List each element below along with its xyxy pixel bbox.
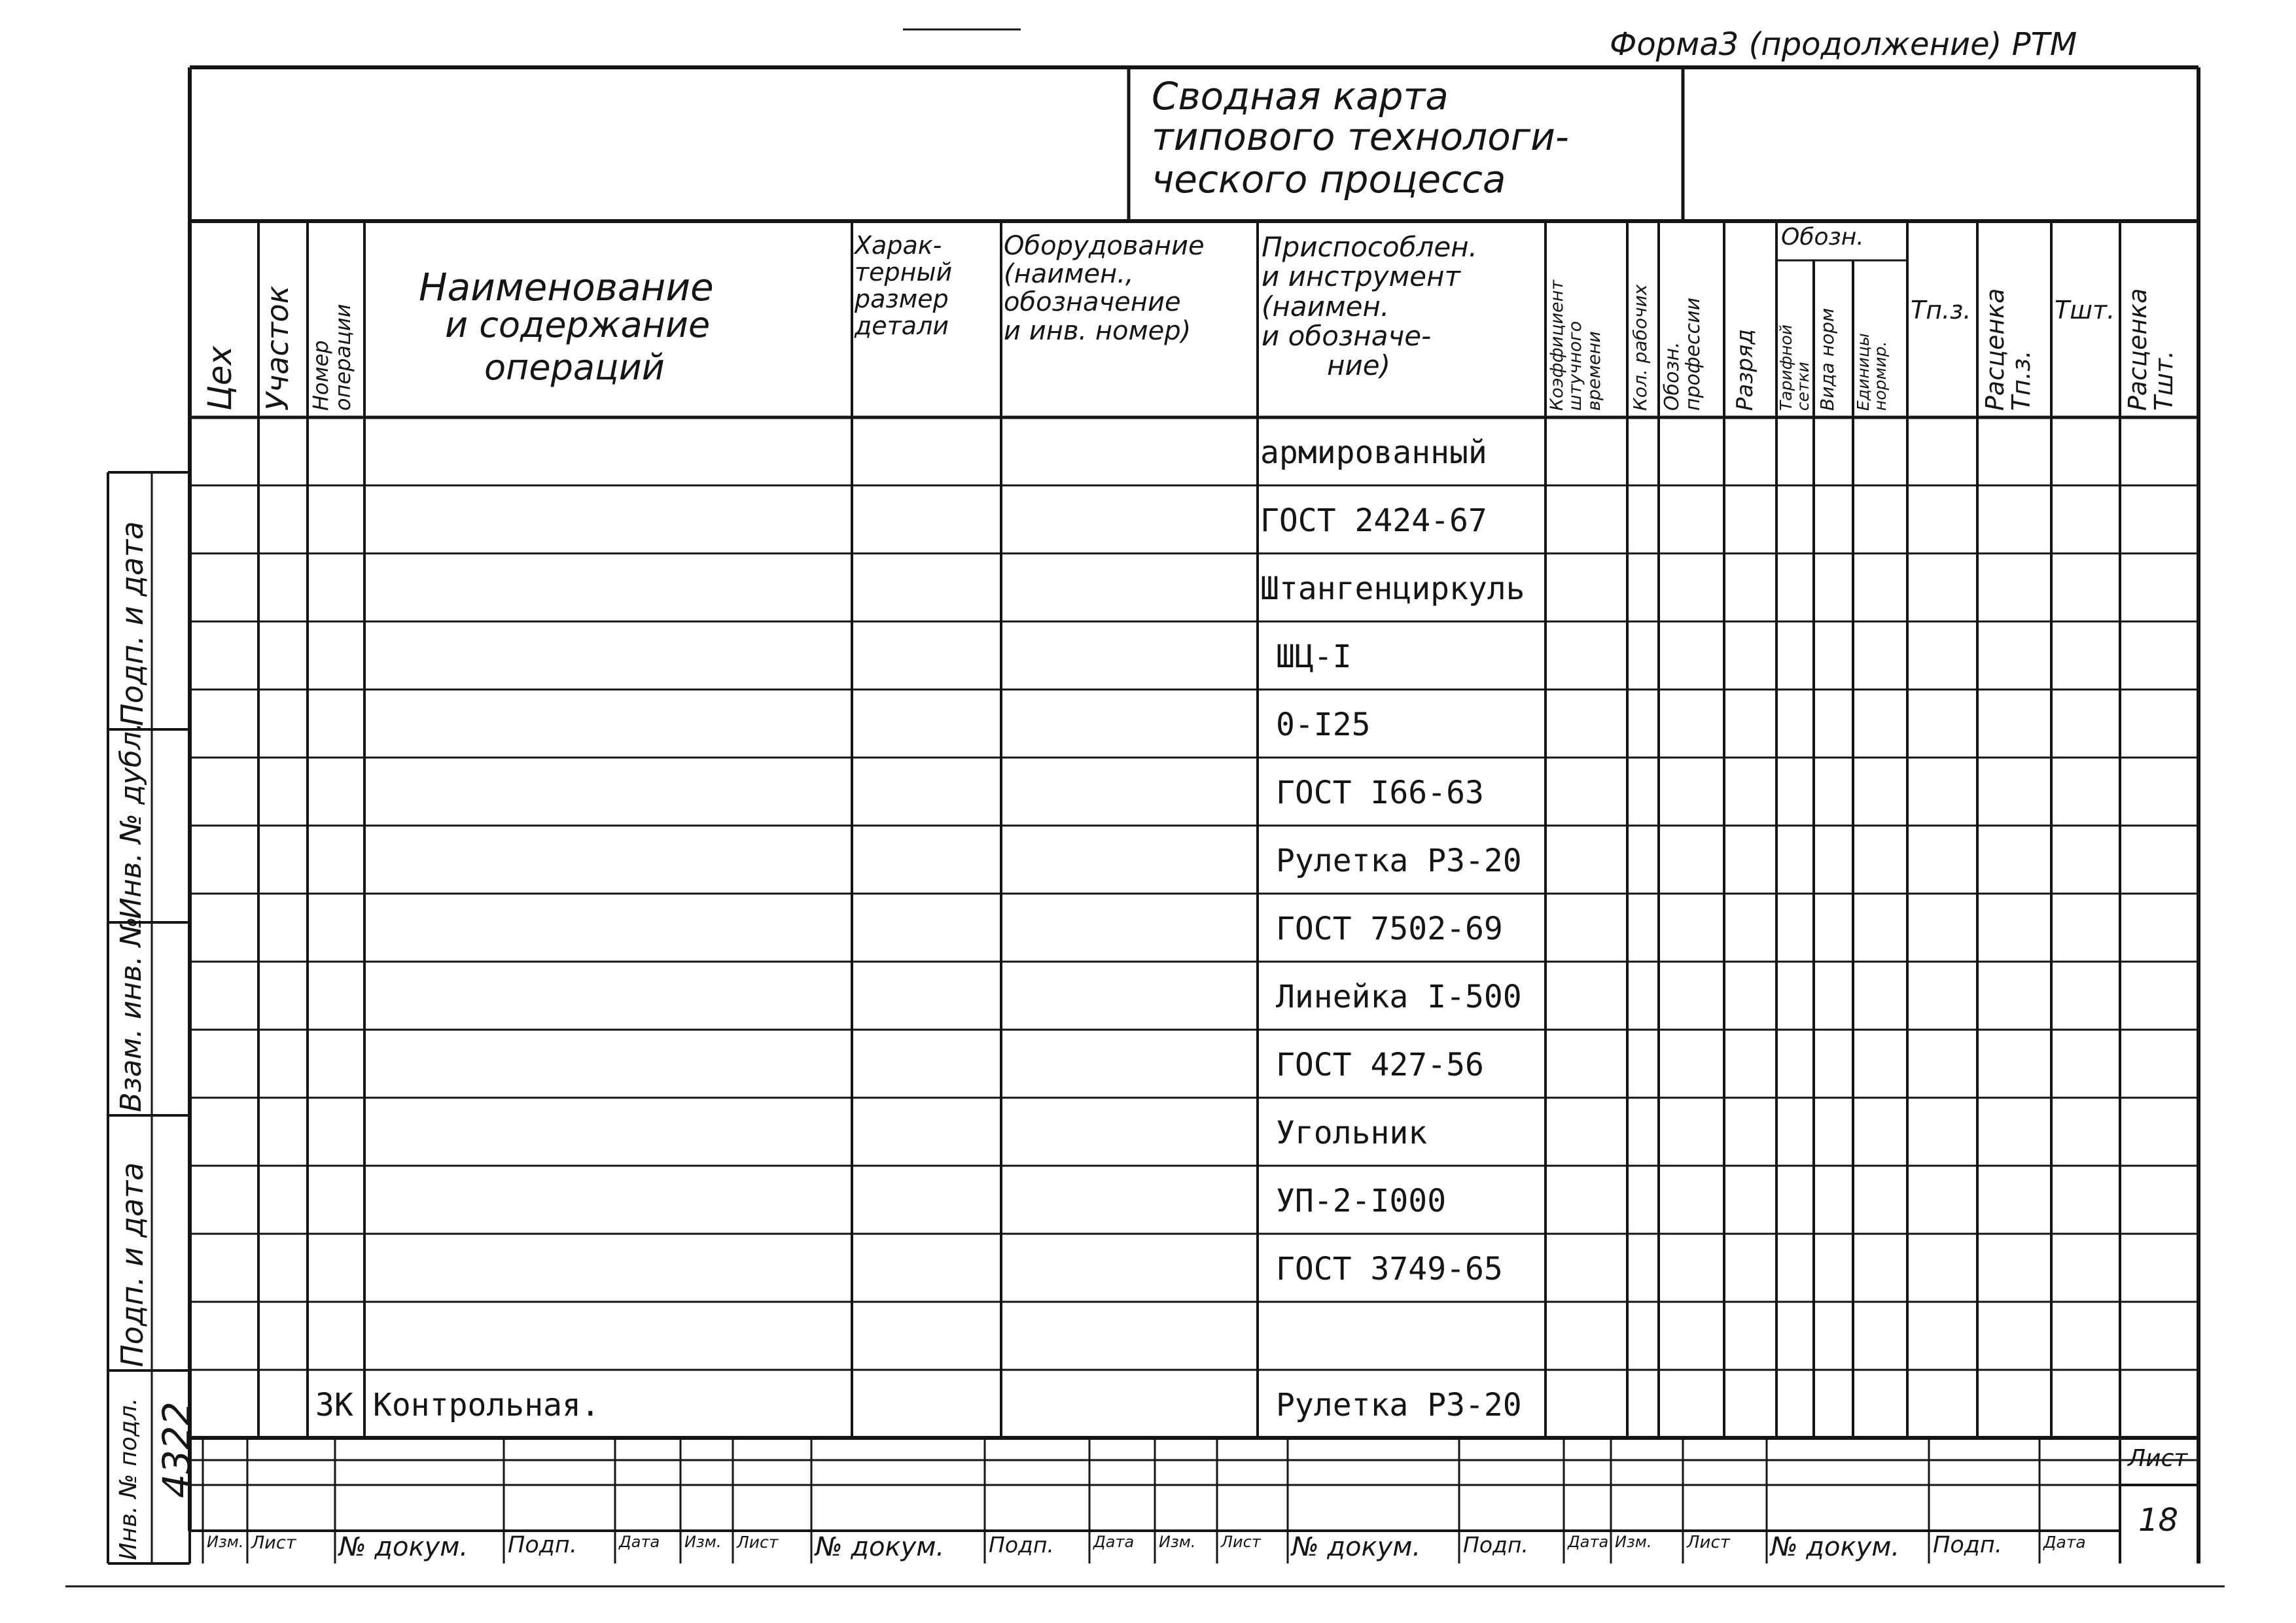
fixture-cell: армированный [1260,434,1487,471]
header-op-name-2: и содержание [445,304,711,345]
revision-label: Дата [1568,1533,1609,1551]
fixture-cell: Рулетка РЗ-20 [1276,843,1522,879]
op-name-cell: Контрольная. [373,1387,600,1423]
form-label: Форма3 (продолжение) РТМ [1610,26,2077,63]
fixture-cell: Угольник [1276,1115,1428,1151]
fixture-cell: Рулетка РЗ-20 [1276,1387,1522,1423]
fixture-cell: Линейка I-500 [1276,979,1522,1015]
header-rate-t-pz: Расценка Тп.з. [1981,288,2036,411]
header-norms-type: Вида норм [1816,307,1838,411]
revision-label: № докум. [1771,1532,1900,1562]
fixture-cell: ГОСТ 2424-67 [1260,502,1487,539]
fixture-cell: ГОСТ 427-56 [1276,1047,1484,1083]
revision-label: Лист [251,1533,296,1553]
header-op-name-1: Наименование [419,265,714,309]
revision-label: Лист [737,1533,779,1552]
fixture-cell: ГОСТ I66-63 [1276,775,1484,811]
revision-label: № докум. [339,1532,468,1562]
op-number-cell: 3К [315,1387,353,1423]
header-t-pc: Тшт. [2055,296,2115,324]
header-op-number: Номер операции [308,304,355,411]
margin-original-inv-number: Инв. № подл. [115,1397,142,1560]
header-fixtures: Приспособлен. и инструмент (наимен. и обозначе- ние) [1262,231,1477,382]
margin-original-number-value: 4322 [154,1401,199,1498]
fixture-cell: Штангенциркуль [1260,570,1525,607]
header-t-pz: Тп.з. [1911,296,1971,324]
revision-label: Дата [2043,1533,2086,1552]
fixture-cell: ГОСТ 3749-65 [1276,1251,1503,1287]
revision-label: Лист [1687,1533,1730,1552]
header-area: Участок [260,285,295,411]
header-codes-group: Обозн. [1781,224,1864,251]
revision-label: Изм. [207,1533,244,1551]
revision-label: Подп. [508,1532,577,1558]
margin-dup-inv-number: Инв. № дубл. [115,722,148,919]
card-title-line-1: Сводная карта [1152,74,1449,118]
revision-label: Дата [1093,1533,1135,1551]
fixture-cell: 0-I25 [1276,707,1371,743]
revision-label: Подп. [1933,1532,2002,1558]
header-equipment: Оборудование (наимен., обозначение и инв. номер) [1004,231,1205,346]
header-workers-count: Кол. рабочих [1629,284,1651,411]
revision-label: Изм. [1159,1533,1196,1551]
card-title-line-2: типового технологи- [1152,114,1569,159]
sheet-label: Лист [2128,1445,2188,1472]
fixture-cell: ГОСТ 7502-69 [1276,911,1503,947]
header-part-size: Харак- терный размер детали [855,231,953,341]
margin-replace-inv-number: Взам. инв. № [115,916,148,1112]
revision-label: № докум. [1292,1532,1421,1562]
revision-label: Изм. [1615,1533,1652,1551]
revision-label: Подп. [989,1532,1054,1558]
sheet-number: 18 [2138,1502,2179,1539]
header-grade: Разряд [1732,329,1758,411]
fixture-cell: УП-2-I000 [1276,1183,1447,1219]
header-profession-code: Обозн. профессии [1661,297,1704,411]
revision-label: Дата [619,1533,660,1551]
header-rate-t-pc: Расценка Тшт. [2123,288,2178,411]
revision-label: Лист [1221,1533,1261,1551]
header-shop: Цех [201,345,239,411]
header-tariff-grid: Тарифной сетки [1776,324,1813,411]
margin-sign-date-1: Подп. и дата [115,521,150,726]
revision-label: № докум. [815,1532,945,1562]
header-op-name-3: операций [484,347,665,388]
revision-label: Изм. [684,1533,722,1551]
header-piece-time-coef: Коэффициент штучного времени [1547,279,1604,411]
revision-label: Подп. [1463,1532,1528,1558]
margin-sign-date-2: Подп. и дата [115,1162,150,1367]
header-norm-units: Единицы нормир. [1854,333,1890,411]
card-title-line-3: ческого процесса [1152,157,1506,201]
fixture-cell: ШЦ-I [1276,638,1352,675]
